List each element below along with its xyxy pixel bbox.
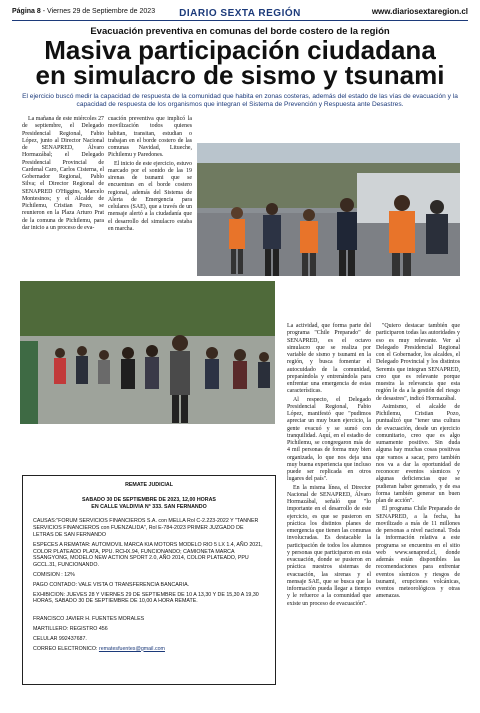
photo-officials-walking-image [197,143,460,276]
issue-date: - Viernes 29 de Septiembre de 2023 [42,8,156,15]
notice-causas: CAUSAS:"FORUM SERVICIOS FINANCIEROS S.A. con MELLA Rol C-2.223-2022 Y "TANNER SERVICIOS FINANCIEROS con FUENZALIDA", Rol E-784-2023 PRIMER JUZGADO DE LETRAS DE SAN FERNANDO [33,518,259,538]
notice-location: EN CALLE VALDIVIA N° 333. SAN FERNANDO [91,503,207,510]
notice-exhibicion: EXHIBICION: JUEVES 28 Y VIERNES 29 DE SEPTIEMBRE DE 10 A 13,30 Y DE 15,30 A 19,30 HORAS, SABADO 30 DE SEPTIEMBRE DE 10,00 A HORA REMATE. [33,591,259,605]
notice-especies: ESPECES A REMATAR: AUTOMOVIL MARCA KIA MOTORS MODELO RIO 5 LX 1.4, AÑO 2021, COLOR PLATEADO PLATA, PPU. RCHX.94, FUNCIONANDO; CAMIONETA MARCA SSANGYONG, MODELO NEW ACTION SPORT 2.0, AÑO 2014, COLOR PLATEADO, PPU GCCL.31, FUNCIONANDO. [33,541,263,569]
notice-email-label: CORREO ELECTRONICO: [33,645,98,652]
page-number: Página 8 [12,8,41,15]
headline-line-1: Masiva participación ciudadana [44,35,436,65]
notice-phone: CELULAR 992437687. [33,635,87,642]
photo-evacuation-crowd [20,281,275,424]
column-3-paragraph: En la misma línea, el Director Nacional de SENAPRED, Álvaro Hormazábal, señaló que "lo importante en el desarrollo de este ejercicio, es que se pusieron en práctica los distintos planes de emergencia que tienen las comunas involucradas. Es destacable la participación de todos los alumnos y personas que participaron en esta evacuación, donde se pusieron en práctica nuestros sistemas de evacuación, las sirenas y el mensaje SAE, que se busca que la información pueda llegar a tiempo y le refuerce a la comunidad que existe un proceso de evacuación". [287,484,371,607]
article-headline [0,35,480,90]
column-4-paragraph: Asimismo, el alcalde de Pichilemu, Cristian Pozo, puntualizó que "tener una cultura de evacuación, desde un ejercicio comunitario, creo que es algo sumamente positivo. Sin duda alguna hay muchas cosas positivas que vamos a sacar, pero también nos va a dar la oportunidad de reconocer eventos sísmicos y algunas deficiencias que se pudieran haber generado, y de esa forma también generar un buen plan de acción". [376,403,460,504]
article-lead: El ejercicio buscó medir la capacidad de respuesta de la comunidad que habita en zonas costeras, además del estado de las vías de evacuación y la capacidad de respuesta de los organismos que integran el Sistema de Prevención y Respuesta ante Desastres. [22,93,458,108]
column-2-paragraph: El inicio de este ejercicio, estuvo marcado por el sonido de las 19 sirenas de tsunami que se encuentran en el borde costero regional, además del Sistema de Alerta de Emergencia para celulares (SAE), que a través de un mensaje alertó a la ciudadanía que el desarrollo del simulacro estaba en marcha. [108,160,192,232]
headline-line-2: en simulacro de sismo y tsunami [35,60,445,90]
page-info [12,8,155,15]
photo-officials-walking [197,143,460,276]
article-kicker: Evacuación preventiva en comunas del borde costero de la región [90,26,390,37]
article-column-3 [287,323,371,609]
auction-notice [22,475,276,685]
column-4-paragraph: "Quiero destacar también que participaron todas las autoridades y eso es muy relevante. Ver al Delegado Presidencial Regional con el Gobernador, los alcaldes, el Delegado Provincial y los distintos Seremis que integran SENAPRED, creo que es relevante porque muestra la relevancia que esta región le da a la gestión del riesgo de desastres", indicó Hormazábal. [376,323,460,402]
notice-title: REMATE JUDICIAL [125,482,173,488]
notice-auctioneer-name: FRANCISCO JAVIER H. FUENTES MORALES [33,616,145,623]
article-column-1 [22,116,104,233]
column-3-paragraph: Al respecto, el Delegado Presidencial Regional, Fabio López, manifestó que "pudimos apreciar un muy buen ejercicio, la gente evacuó y se sumó con tranquilidad. Aquí, en el estadio de Pichilemu, se congregaron más de 4 mil personas de forma muy bien organizada, lo que nos deja una muy buena experiencia que incluso puede ser replicada en otros lugares del país". [287,396,371,483]
notice-registry: MARTILLERO: REGISTRO 456 [33,625,108,632]
notice-email-line [33,646,265,653]
photo-evacuation-crowd-image [20,281,275,424]
notice-date: SABADO 30 DE SEPTIEMBRE DE 2023, 12,00 HORAS [82,496,216,503]
notice-comision: COMISION : 12% [33,571,75,578]
column-4-paragraph: El programa Chile Preparado de SENAPRED, a la fecha, ha movilizado a más de 11 millones de personas a nivel nacional. Toda la información relativa a este programa se encuentra en el sitio web www.senapred.cl, donde además están disponibles las recomendaciones para enfrentar eventos sísmicos y riesgos de tsunami, erupciones volcánicas, eventos meteorológicos y otras amenazas. [376,506,460,600]
article-column-4 [376,323,460,602]
column-1-text: La mañana de este miércoles 27 de septiembre, el Delegado Presidencial Regional, Fabio López, junto al Director Nacional de SENAPRED, Álvaro Hormazábal; el Delegado Presidencial Provincial de Cardenal Caro, Carlos Cisterna, el Gobernador Regional, Pablo Silva; el Director Regional de SENAPRED O'Higgins, Marcelo Montesinos; y el Alcalde de Pichilemu, Cristian Pozo, se reunieron en la Plaza Arturo Prat de la comuna de Pichilemu, para dar inicio a un proceso de eva- [22,116,104,231]
newspaper-brand: DIARIO SEXTA REGIÓN [179,8,301,19]
notice-email-link[interactable]: rematesfuentes@gmail.com [98,645,165,652]
article-column-2 [108,116,192,234]
header-rule [12,20,468,21]
notice-pago: PAGO CONTADO: VALE VISTA O TRANSFERENCIA BANCARIA. [33,581,190,588]
column-3-paragraph: La actividad, que forma parte del programa "Chile Preparado" de SENAPRED, es el octavo simulacro que se realiza por variable de sismo y tsunami en la región, y busca fomentar el autocuidado de la comunidad, preparándola y entrenándola para enfrentar una emergencia de estas características. [287,323,371,395]
column-2-paragraph: cuación preventiva que implicó la movilización todos quienes habitan, transitan, estudian o trabajan en el borde costero de las comunas Navidad, Litueche, Pichilemu y Paredones. [108,116,192,159]
website: www.diariosextaregion.cl [371,7,468,16]
